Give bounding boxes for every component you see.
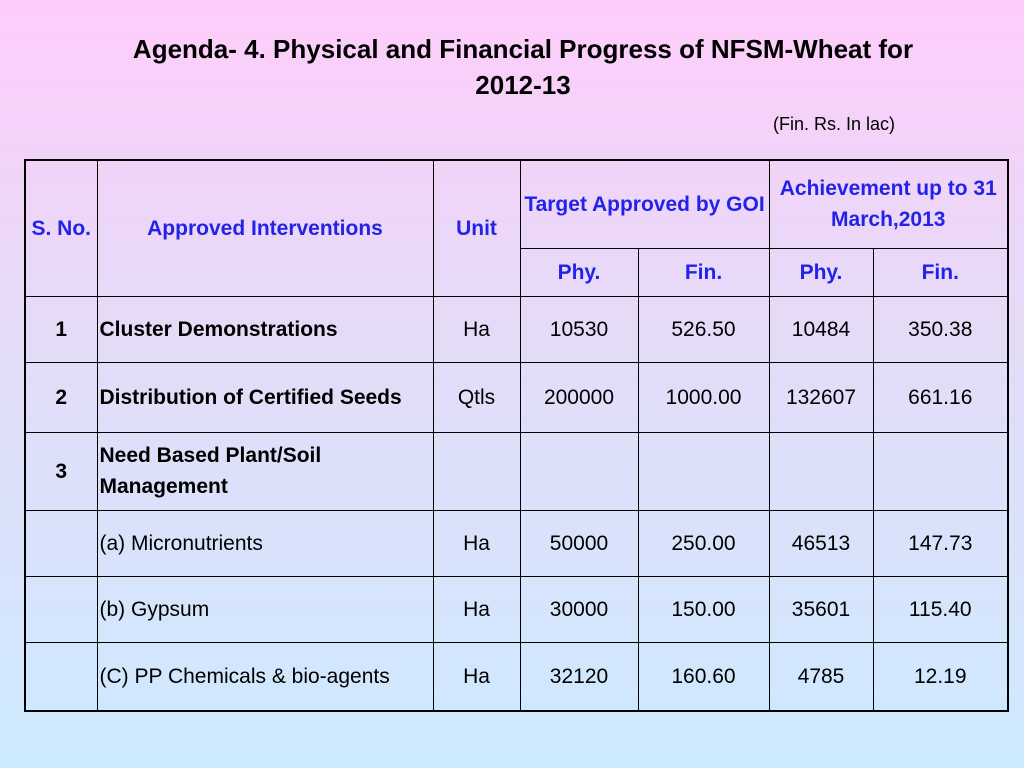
cell-achievement-fin: 661.16 [873, 362, 1008, 432]
cell-achievement-fin: 147.73 [873, 510, 1008, 576]
cell-achievement-fin: 350.38 [873, 296, 1008, 362]
cell-sno [25, 510, 97, 576]
cell-intervention: Cluster Demonstrations [97, 296, 433, 362]
header-achievement: Achievement up to 31 March,2013 [769, 160, 1008, 248]
title-line-2: 2012-13 [475, 70, 571, 100]
cell-target-phy: 200000 [520, 362, 638, 432]
cell-sno: 2 [25, 362, 97, 432]
cell-unit [433, 432, 520, 510]
progress-table [24, 159, 1009, 712]
title-line-1: Agenda- 4. Physical and Financial Progress of NFSM-Wheat for [132, 34, 914, 64]
cell-intervention: Need Based Plant/Soil Management [97, 432, 433, 510]
table-row [25, 576, 1008, 642]
cell-target-fin: 160.60 [638, 642, 769, 711]
cell-target-fin: 250.00 [638, 510, 769, 576]
cell-target-fin [638, 432, 769, 510]
cell-sno: 3 [25, 432, 97, 510]
table-row [25, 296, 1008, 362]
cell-target-phy: 32120 [520, 642, 638, 711]
cell-unit: Ha [433, 642, 520, 711]
cell-unit: Ha [433, 576, 520, 642]
cell-target-phy: 10530 [520, 296, 638, 362]
unit-note: (Fin. Rs. In lac) [773, 114, 896, 134]
cell-intervention: (b) Gypsum [97, 576, 433, 642]
header-row-1 [25, 160, 1008, 248]
cell-achievement-fin: 12.19 [873, 642, 1008, 711]
header-achievement-phy: Phy. [769, 248, 873, 296]
cell-sno [25, 642, 97, 711]
cell-achievement-fin: 115.40 [873, 576, 1008, 642]
page-title [30, 31, 1016, 103]
cell-target-fin: 150.00 [638, 576, 769, 642]
header-interventions: Approved Interventions [97, 160, 433, 296]
cell-sno [25, 576, 97, 642]
table-row [25, 432, 1008, 510]
cell-unit: Ha [433, 510, 520, 576]
cell-achievement-phy: 132607 [769, 362, 873, 432]
cell-target-fin: 1000.00 [638, 362, 769, 432]
header-target-fin: Fin. [638, 248, 769, 296]
cell-achievement-phy: 4785 [769, 642, 873, 711]
cell-intervention: Distribution of Certified Seeds [97, 362, 433, 432]
cell-unit: Ha [433, 296, 520, 362]
cell-sno: 1 [25, 296, 97, 362]
header-achievement-fin: Fin. [873, 248, 1008, 296]
cell-achievement-fin [873, 432, 1008, 510]
cell-achievement-phy: 35601 [769, 576, 873, 642]
cell-achievement-phy: 10484 [769, 296, 873, 362]
cell-achievement-phy [769, 432, 873, 510]
cell-intervention: (C) PP Chemicals & bio-agents [97, 642, 433, 711]
table-row [25, 642, 1008, 711]
table-row [25, 510, 1008, 576]
header-unit: Unit [433, 160, 520, 296]
header-sno: S. No. [25, 160, 97, 296]
cell-intervention: (a) Micronutrients [97, 510, 433, 576]
cell-target-phy [520, 432, 638, 510]
header-target: Target Approved by GOI [520, 160, 769, 248]
table-row [25, 362, 1008, 432]
cell-target-phy: 50000 [520, 510, 638, 576]
cell-unit: Qtls [433, 362, 520, 432]
header-target-phy: Phy. [520, 248, 638, 296]
cell-target-fin: 526.50 [638, 296, 769, 362]
cell-target-phy: 30000 [520, 576, 638, 642]
cell-achievement-phy: 46513 [769, 510, 873, 576]
